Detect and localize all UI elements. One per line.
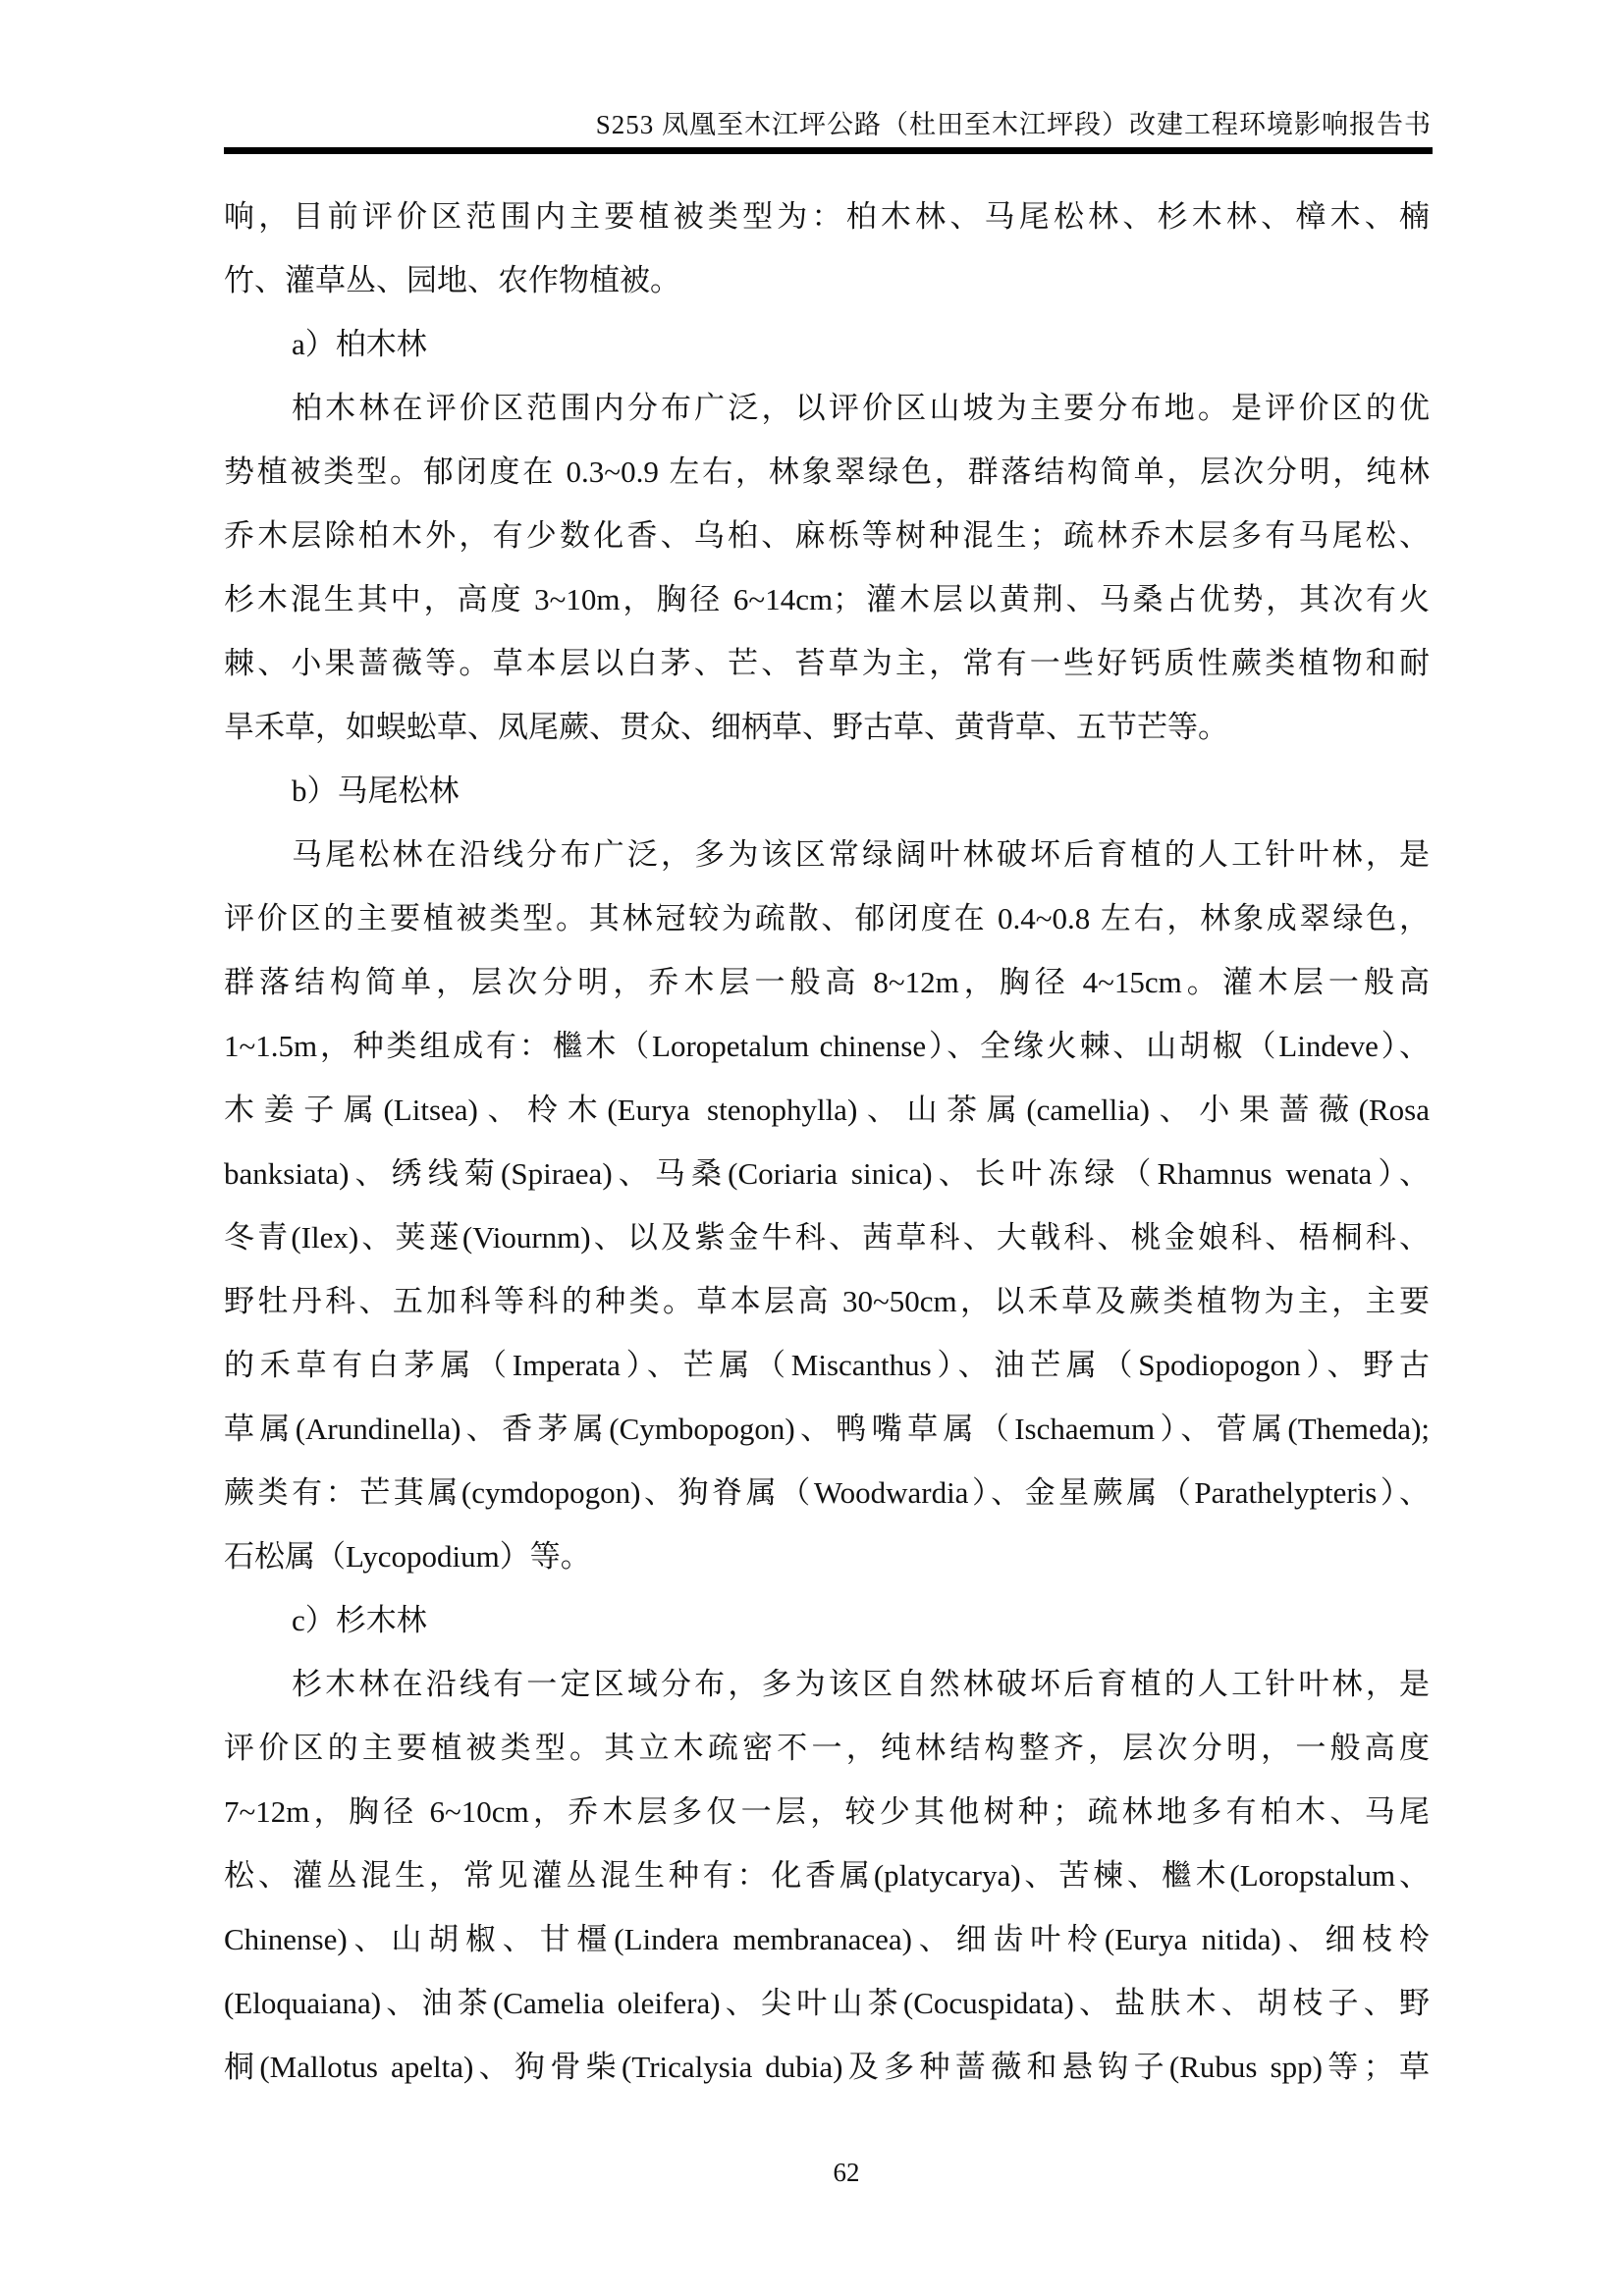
header-rule-divider [224,147,1433,154]
section-heading-fir-forest: c）杉木林 [292,1603,427,1637]
text-line: 石松属（Lycopodium）等。 [224,1539,591,1574]
text-line: 的禾草有白茅属（Imperata）、芒属（Miscanthus）、油芒属（Spodiopogon）、野古 [224,1348,1430,1382]
text-line: 评价区的主要植被类型。其立木疏密不一，纯林结构整齐，层次分明，一般高度 [224,1731,1430,1765]
text-line: 1~1.5m，种类组成有：檵木（Loropetalum chinense）、全缘火棘、山胡椒（Lindeve）、 [224,1029,1430,1063]
text-line: 棘、小果蔷薇等。草本层以白茅、芒、苔草为主，常有一些好钙质性蕨类植物和耐 [224,646,1430,680]
text-line: 柏木林在评价区范围内分布广泛，以评价区山坡为主要分布地。是评价区的优 [292,391,1430,425]
text-line: 响，目前评价区范围内主要植被类型为：柏木林、马尾松林、杉木林、樟木、楠 [224,199,1430,234]
text-line: 马尾松林在沿线分布广泛，多为该区常绿阔叶林破坏后育植的人工针叶林，是 [292,837,1430,872]
text-line: 松、灌丛混生，常见灌丛混生种有：化香属(platycarya)、苦楝、檵木(Loropstalum、 [224,1858,1430,1893]
text-line: 群落结构简单，层次分明，乔木层一般高 8~12m，胸径 4~15cm。灌木层一般高 [224,965,1430,999]
running-header-title: S253 凤凰至木江坪公路（杜田至木江坪段）改建工程环境影响报告书 [595,110,1432,139]
text-line: 乔木层除柏木外，有少数化香、乌桕、麻栎等树种混生；疏林乔木层多有马尾松、 [224,518,1430,553]
text-line: 桐(Mallotus apelta)、狗骨柴(Tricalysia dubia)及多种蔷薇和悬钩子(Rubus spp)等；草 [224,2050,1430,2084]
section-heading-cypress-forest: a）柏木林 [292,327,427,361]
text-line: 评价区的主要植被类型。其林冠较为疏散、郁闭度在 0.4~0.8 左右，林象成翠绿色， [224,901,1430,935]
text-line: (Eloquaiana)、油茶(Camelia oleifera)、尖叶山茶(Cocuspidata)、盐肤木、胡枝子、野 [224,1986,1430,2020]
text-line: banksiata)、绣线菊(Spiraea)、马桑(Coriaria sinica)、长叶冻绿（Rhamnus wenata）、 [224,1156,1430,1191]
page-number: 62 [833,2158,860,2187]
text-line: 草属(Arundinella)、香茅属(Cymbopogon)、鸭嘴草属（Ischaemum）、菅属(Themeda); [224,1412,1430,1446]
text-line: 7~12m，胸径 6~10cm，乔木层多仅一层，较少其他树种；疏林地多有柏木、马尾 [224,1794,1430,1829]
text-line: 势植被类型。郁闭度在 0.3~0.9 左右，林象翠绿色，群落结构简单，层次分明，纯林 [224,454,1430,489]
text-line: 木姜子属(Litsea)、柃木(Eurya stenophylla)、山茶属(camellia)、小果蔷薇(Rosa [224,1093,1430,1127]
text-line: 旱禾草，如蜈蚣草、凤尾蕨、贯众、细柄草、野古草、黄背草、五节芒等。 [224,710,1228,744]
text-line: 竹、灌草丛、园地、农作物植被。 [224,263,680,297]
document-body [224,185,1430,2099]
text-line: 冬青(Ilex)、荚蒾(Viournm)、以及紫金牛科、茜草科、大戟科、桃金娘科、梧桐科、 [224,1220,1430,1255]
section-heading-masson-pine-forest: b）马尾松林 [292,774,460,808]
text-line: 杉木混生其中，高度 3~10m，胸径 6~14cm；灌木层以黄荆、马桑占优势，其次有火 [224,582,1430,616]
text-line: 野牡丹科、五加科等科的种类。草本层高 30~50cm，以禾草及蕨类植物为主，主要 [224,1284,1430,1318]
text-line: 蕨类有：芒萁属(cymdopogon)、狗脊属（Woodwardia）、金星蕨属（Parathelypteris）、 [224,1475,1430,1510]
text-line: 杉木林在沿线有一定区域分布，多为该区自然林破坏后育植的人工针叶林，是 [292,1667,1430,1701]
text-line: Chinense)、山胡椒、甘橿(Lindera membranacea)、细齿叶柃(Eurya nitida)、细枝柃 [224,1922,1430,1956]
